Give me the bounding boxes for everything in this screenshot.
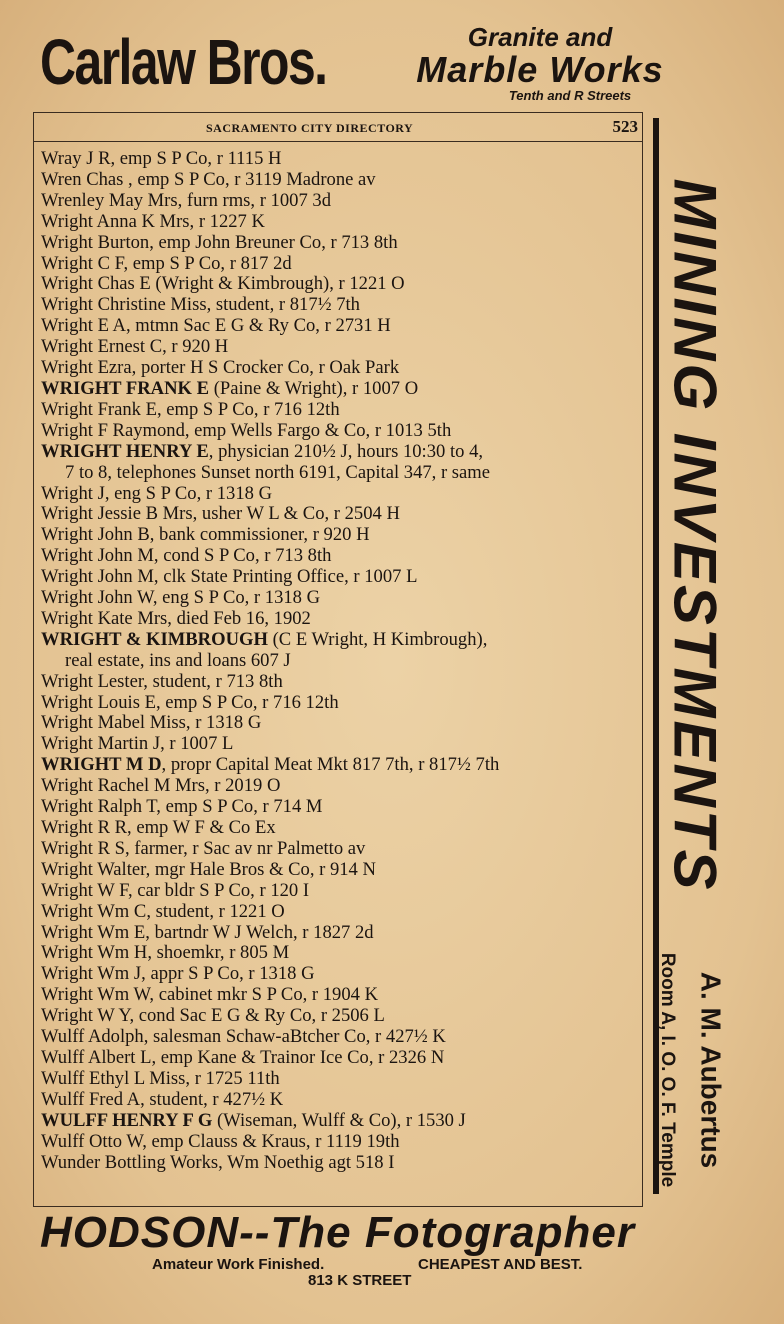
entry-name: Wright Ezra xyxy=(41,357,132,379)
entry-details: , student, r 427½ K xyxy=(140,1088,284,1110)
entry-name: Wright R S xyxy=(41,837,125,859)
page-header xyxy=(34,113,642,142)
entry-details: , propr Capital Meat Mkt 817 7th, r 817½ 7th xyxy=(161,754,500,776)
directory-entry xyxy=(41,672,641,693)
directory-entry xyxy=(41,902,641,923)
directory-entry xyxy=(41,504,641,525)
directory-entry xyxy=(41,233,641,254)
directory-entry xyxy=(41,358,641,379)
entry-details: , emp W F & Co Ex xyxy=(127,817,276,838)
entry-name: Wren Chas xyxy=(41,168,129,190)
entry-name: Wright Wm C xyxy=(41,900,147,922)
directory-entry xyxy=(41,379,641,400)
entry-name: Wright W Y xyxy=(41,1005,130,1027)
entry-name: Wray J R xyxy=(41,148,111,169)
entry-name: Wright Ralph T xyxy=(41,796,157,818)
entry-details: , eng S P Co, r 1318 G xyxy=(152,587,321,609)
entry-details: , emp Clauss & Kraus, r 1119 19th xyxy=(142,1130,400,1152)
entry-details: , r 1007 L xyxy=(160,733,234,755)
entry-details: (Wiseman, Wulff & Co), r 1530 J xyxy=(212,1109,466,1131)
entry-details: , emp Wells Fargo & Co, r 1013 5th xyxy=(184,419,452,441)
entry-name: Wright John W xyxy=(41,587,153,609)
entry-details: , r 2019 O xyxy=(204,775,281,797)
entry-name: WRIGHT M D xyxy=(41,754,162,776)
entry-name: Wright Rachel M Mrs xyxy=(41,775,205,797)
entry-details: , Wm Noethig agt 518 I xyxy=(218,1151,395,1173)
bottom-ad-address: 813 K STREET xyxy=(308,1272,412,1289)
side-ad-room xyxy=(650,945,684,1195)
entry-name: Wright Walter xyxy=(41,858,146,880)
entry-details: , emp John Breuner Co, r 713 8th xyxy=(149,231,398,253)
directory-entry xyxy=(41,1153,641,1174)
entry-details: , cabinet mkr S P Co, r 1904 K xyxy=(149,984,379,1006)
entry-name: Wright Wm H xyxy=(41,942,148,964)
entry-name: Wright Wm J xyxy=(41,963,142,985)
directory-entry xyxy=(41,693,641,714)
directory-entry xyxy=(41,588,641,609)
entry-details: , emp Kane & Trainor Ice Co, r 2326 N xyxy=(151,1046,445,1068)
directory-entry xyxy=(41,943,641,964)
entry-details: , clk State Printing Office, r 1007 L xyxy=(153,566,418,588)
ad-tagline-line2: Marble Works xyxy=(416,49,664,90)
entry-details: , cond S P Co, r 713 8th xyxy=(153,545,332,567)
directory-entry xyxy=(41,212,641,233)
entry-name: Wulff Fred A xyxy=(41,1088,141,1110)
bottom-ad-sub2: CHEAPEST AND BEST. xyxy=(418,1256,583,1273)
bottom-ad-main: HODSON--The Fotographer xyxy=(40,1208,635,1257)
side-ad-main-text: MINING INVESTMENTS xyxy=(661,178,729,893)
bottom-advertisement xyxy=(40,1208,680,1308)
entry-name: Wright W F xyxy=(41,879,128,901)
directory-entry xyxy=(41,1069,641,1090)
entry-details: (Paine & Wright), r 1007 O xyxy=(209,377,419,399)
directory-entry xyxy=(41,337,641,358)
directory-entry xyxy=(41,985,641,1006)
entry-details: real estate, ins and loans 607 J xyxy=(65,649,291,671)
entry-name: Wright Martin J xyxy=(41,733,161,755)
entry-details: , furn rms, r 1007 3d xyxy=(177,189,331,211)
entry-name: WRIGHT HENRY E xyxy=(41,440,209,462)
directory-page-frame xyxy=(33,112,643,1207)
entry-details: , student, r 817½ 7th xyxy=(206,294,360,316)
entry-name: Wright Christine Miss xyxy=(41,294,207,316)
directory-entry xyxy=(41,881,641,902)
entry-details: , car bldr S P Co, r 120 I xyxy=(127,879,310,901)
directory-entry xyxy=(41,421,641,442)
entry-name: Wulff Albert L xyxy=(41,1046,152,1068)
side-ad-main xyxy=(660,118,730,953)
ad-company-name: Carlaw Bros. xyxy=(40,26,327,98)
entry-name: WRIGHT FRANK E xyxy=(41,377,210,399)
top-advertisement xyxy=(40,22,700,110)
entry-name: Wright Burton xyxy=(41,231,150,253)
entry-details: , emp S P Co, r 716 12th xyxy=(155,691,339,713)
side-ad-room-text: Room A, I. O. O. F. Temple xyxy=(657,952,679,1188)
entry-details: , eng S P Co, r 1318 G xyxy=(104,482,272,504)
entry-details: , student, r 1221 O xyxy=(146,900,285,922)
entry-name: Wulff Otto W xyxy=(41,1130,143,1152)
directory-entry xyxy=(41,525,641,546)
entry-details: , bank commissioner, r 920 H xyxy=(149,524,370,546)
entry-name: Wright Ernest C xyxy=(41,336,163,358)
entry-details: , emp S P Co, r 714 M xyxy=(156,796,323,818)
entry-name: Wright Frank E xyxy=(41,398,157,420)
entry-name: Wright F Raymond xyxy=(41,419,185,441)
entry-details: , porter H S Crocker Co, r Oak Park xyxy=(131,357,400,379)
entry-details: , emp S P Co, r 817 2d xyxy=(123,252,292,274)
entry-name: Wright C F xyxy=(41,252,124,274)
entry-details: , shoemkr, r 805 M xyxy=(147,942,290,964)
entry-details: , r 1227 K xyxy=(189,210,265,232)
entry-name: Wright Wm E xyxy=(41,921,146,943)
entry-details: , r 920 H xyxy=(162,336,229,358)
entry-name: Wrenley May Mrs xyxy=(41,189,178,211)
entry-name: Wright Chas E xyxy=(41,273,151,295)
entry-name: Wright Mabel Miss xyxy=(41,712,186,734)
ad-tagline-line1: Granite and xyxy=(467,22,613,52)
directory-entry xyxy=(41,839,641,860)
entry-name: Wunder Bottling Works xyxy=(41,1151,219,1173)
entry-name: Wright Lester xyxy=(41,670,144,692)
bottom-ad-sub1: Amateur Work Finished. xyxy=(152,1256,325,1273)
entry-details: , emp S P Co, r 1115 H xyxy=(110,148,282,169)
entry-name: WRIGHT & KIMBROUGH xyxy=(41,628,268,650)
entry-details: 7 to 8, telephones Sunset north 6191, Capital 347, r same xyxy=(65,461,491,483)
directory-entry xyxy=(41,797,641,818)
entry-details: , salesman Schaw-aBtcher Co, r 427½ K xyxy=(143,1026,446,1048)
directory-entry xyxy=(41,316,641,337)
directory-entry xyxy=(41,442,641,463)
entry-details: , farmer, r Sac av nr Palmetto av xyxy=(124,837,366,859)
directory-entry xyxy=(41,149,641,170)
directory-entry xyxy=(41,463,641,484)
directory-entries xyxy=(41,149,641,1173)
entry-name: Wright Anna K Mrs xyxy=(41,210,190,232)
directory-title: SACRAMENTO CITY DIRECTORY xyxy=(206,121,414,135)
entry-name: WULFF HENRY F G xyxy=(41,1109,213,1131)
entry-name: Wright John M xyxy=(41,545,154,567)
entry-name: Wulff Ethyl L Miss xyxy=(41,1067,186,1089)
directory-entry xyxy=(41,191,641,212)
page-number: 523 xyxy=(612,117,638,136)
entry-details: , mgr Hale Bros & Co, r 914 N xyxy=(145,858,376,880)
directory-entry xyxy=(41,1132,641,1153)
directory-entry xyxy=(41,776,641,797)
ad-tagline xyxy=(360,22,720,104)
entry-name: Wright Kate Mrs xyxy=(41,607,168,629)
entry-name: Wright E A xyxy=(41,315,126,337)
entry-details: , emp S P Co, r 3119 Madrone av xyxy=(128,168,376,190)
entry-name: Wright John M xyxy=(41,566,154,588)
directory-entry xyxy=(41,1006,641,1027)
entry-details: , died Feb 16, 1902 xyxy=(167,607,311,629)
entry-name: Wright John B xyxy=(41,524,150,546)
entry-details: , physician 210½ J, hours 10:30 to 4, xyxy=(208,440,484,462)
ad-address: Tenth and R Streets xyxy=(508,88,632,103)
directory-entry xyxy=(41,609,641,630)
side-ad-name-text: A. M. Aubertus xyxy=(695,971,726,1169)
side-ad-name xyxy=(690,930,730,1210)
directory-entry xyxy=(41,818,641,839)
entry-details: , r 1725 11th xyxy=(185,1067,280,1089)
entry-name: Wright R R xyxy=(41,817,128,838)
entry-details: , appr S P Co, r 1318 G xyxy=(141,963,315,985)
entry-details: , emp S P Co, r 716 12th xyxy=(156,398,340,420)
entry-details: , usher W L & Co, r 2504 H xyxy=(192,503,400,525)
directory-entry xyxy=(41,567,641,588)
entry-details: (C E Wright, H Kimbrough), xyxy=(267,628,488,650)
entry-details: (Wright & Kimbrough), r 1221 O xyxy=(150,273,405,295)
directory-entry xyxy=(41,1111,641,1132)
entry-name: Wright Jessie B Mrs xyxy=(41,503,193,525)
directory-entry xyxy=(41,170,641,191)
directory-entry xyxy=(41,295,641,316)
directory-entry xyxy=(41,274,641,295)
entry-details: , mtmn Sac E G & Ry Co, r 2731 H xyxy=(125,315,391,337)
directory-entry xyxy=(41,964,641,985)
entry-name: Wright J xyxy=(41,482,105,504)
directory-entry xyxy=(41,1048,641,1069)
directory-entry xyxy=(41,755,641,776)
entry-details: , r 1318 G xyxy=(185,712,262,734)
directory-entry xyxy=(41,1027,641,1048)
entry-name: Wulff Adolph xyxy=(41,1026,144,1048)
directory-entry xyxy=(41,630,641,651)
entry-details: , cond Sac E G & Ry Co, r 2506 L xyxy=(129,1005,385,1027)
directory-entry xyxy=(41,254,641,275)
directory-entry xyxy=(41,1090,641,1111)
directory-entry xyxy=(41,651,641,672)
directory-entry xyxy=(41,546,641,567)
directory-entry xyxy=(41,713,641,734)
entry-name: Wright Louis E xyxy=(41,691,156,713)
directory-entry xyxy=(41,734,641,755)
directory-entry xyxy=(41,860,641,881)
entry-details: , student, r 713 8th xyxy=(143,670,283,692)
entry-name: Wright Wm W xyxy=(41,984,150,1006)
directory-entry xyxy=(41,484,641,505)
entry-details: , bartndr W J Welch, r 1827 2d xyxy=(145,921,374,943)
directory-entry xyxy=(41,923,641,944)
directory-entry xyxy=(41,400,641,421)
